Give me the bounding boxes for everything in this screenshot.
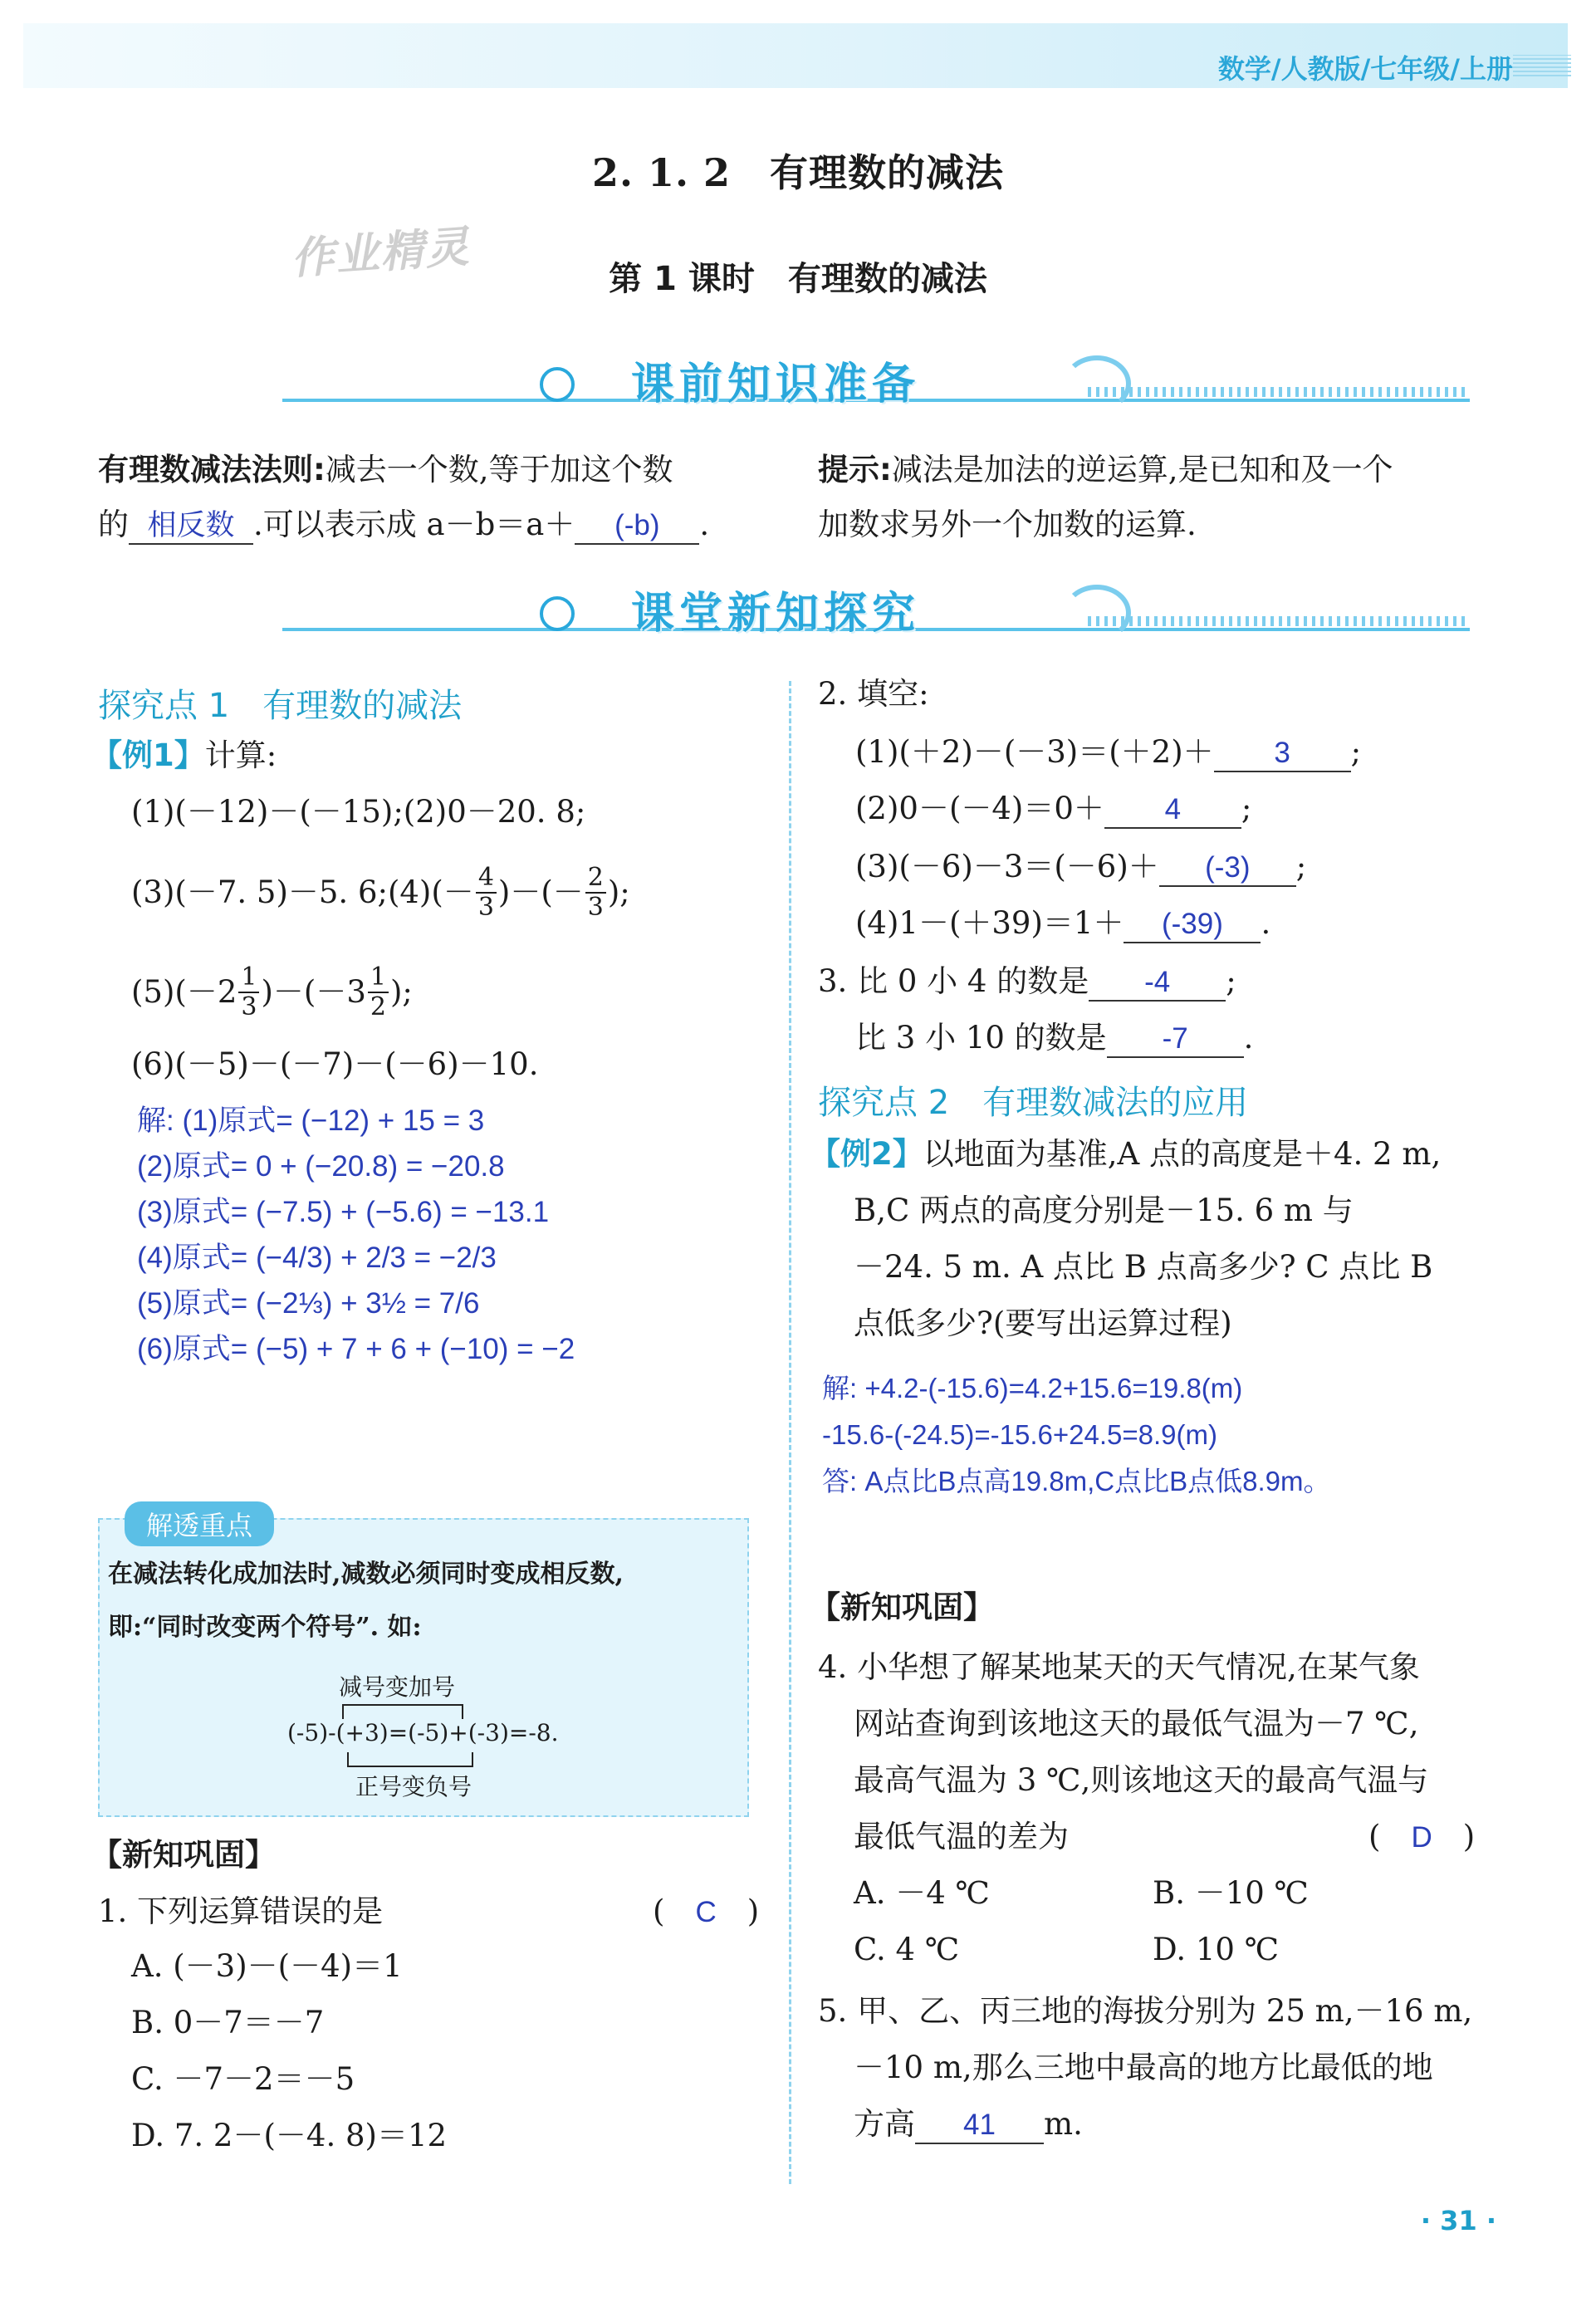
lesson-title: 第 1 课时 有理数的减法 bbox=[609, 260, 987, 298]
ex2-line: 点低多少?(要写出运算过程) bbox=[854, 1305, 1232, 1341]
magnifier-icon bbox=[540, 596, 575, 631]
q1-option: B. 0－7＝－7 bbox=[131, 2005, 325, 2040]
ex1-solution bbox=[137, 1098, 575, 1372]
ex1-question-line-1: (1)(－12)－(－15);(2)0－20. 8; bbox=[131, 794, 586, 830]
pre-knowledge-banner bbox=[100, 342, 1470, 417]
column-divider bbox=[789, 681, 791, 2184]
solution-line: -15.6-(-24.5)=-15.6+24.5=8.9(m) bbox=[822, 1419, 1218, 1450]
key-formula: (-5)-(+3)=(-5)+(-3)=-8. bbox=[287, 1719, 559, 1746]
class-explore-banner bbox=[100, 571, 1470, 646]
answer-blank-1[interactable]: 相反数 bbox=[129, 508, 253, 545]
key-point-tab: 解透重点 bbox=[125, 1501, 274, 1546]
page-number: · 31 · bbox=[1420, 2205, 1496, 2236]
hint-label: 提示: bbox=[818, 452, 892, 487]
solution-line: (5)原式= (−2⅓) + 3½ = 7/6 bbox=[137, 1287, 480, 1320]
q2-answer-blank[interactable]: (-39) bbox=[1124, 907, 1261, 943]
header-stripes bbox=[1513, 55, 1571, 76]
q2-answer-blank[interactable]: (-3) bbox=[1159, 850, 1296, 887]
solution-line: 解: (1)原式= (−12) + 15 = 3 bbox=[137, 1105, 485, 1137]
q2-line: (4)1－(＋39)＝1＋ (-39) . bbox=[855, 905, 1270, 943]
solution-line: (6)原式= (−5) + 7 + 6 + (−10) = −2 bbox=[137, 1333, 575, 1365]
section-title: 2. 1. 2 有理数的减法 bbox=[591, 150, 1005, 195]
solution-line: (2)原式= 0 + (−20.8) = −20.8 bbox=[137, 1150, 505, 1183]
solution-line: (4)原式= (−4/3) + 2/3 = −2/3 bbox=[137, 1242, 497, 1274]
ex2-line-1: 【例2】以地面为基准,A 点的高度是＋4. 2 m, bbox=[810, 1136, 1442, 1172]
q5-answer-blank[interactable]: 41 bbox=[915, 2108, 1044, 2144]
q2-answer-blank[interactable]: 4 bbox=[1104, 792, 1241, 829]
q4-line: 最高气温为 3 ℃,则该地这天的最高气温与 bbox=[854, 1762, 1429, 1798]
magnifier-icon bbox=[540, 367, 575, 402]
q4-option: C. 4 ℃ bbox=[854, 1932, 960, 1967]
q5-line: 5. 甲、乙、丙三地的海拔分别为 25 m,－16 m, bbox=[818, 1993, 1473, 2029]
q2-line: (1)(＋2)－(－3)＝(＋2)＋ 3 ; bbox=[855, 734, 1361, 772]
q1-option: C. －7－2＝－5 bbox=[131, 2061, 355, 2097]
answer-blank-2[interactable]: (-b) bbox=[575, 508, 699, 545]
q1-answer[interactable]: C bbox=[695, 1896, 717, 1928]
q3-line-1: 3. 比 0 小 4 的数是 -4 ; bbox=[818, 963, 1236, 1002]
hint-line-2: 加数求另外一个加数的运算. bbox=[818, 507, 1197, 542]
consolidate-heading-left: 【新知巩固】 bbox=[91, 1837, 276, 1873]
key-top-bracket bbox=[342, 1704, 463, 1719]
q3-answer-blank[interactable]: -7 bbox=[1107, 1021, 1244, 1058]
q4-line: 网站查询到该地这天的最低气温为－7 ℃, bbox=[854, 1706, 1419, 1741]
solution-line: (3)原式= (−7.5) + (−5.6) = −13.1 bbox=[137, 1196, 550, 1228]
q4-option: D. 10 ℃ bbox=[1153, 1932, 1280, 1967]
key-text-1: 在减法转化成加法时,减数必须同时变成相反数, bbox=[108, 1560, 624, 1589]
q4-choice-bracket: ( D ) bbox=[1368, 1819, 1476, 1854]
ex2-solution bbox=[822, 1365, 1330, 1505]
rule-line-2: 的 相反数 .可以表示成 a－b＝a＋ (-b) . bbox=[98, 507, 709, 545]
book-tag: 数学/人教版/七年级/上册 bbox=[1217, 53, 1513, 85]
pre-banner-title: 课前知识准备 bbox=[631, 360, 921, 409]
q3-answer-blank[interactable]: -4 bbox=[1089, 965, 1226, 1002]
q1-option: A. (－3)－(－4)＝1 bbox=[131, 1948, 403, 1984]
ex2-line: －24. 5 m. A 点比 B 点高多少? C 点比 B bbox=[854, 1249, 1433, 1285]
point2-heading: 探究点 2 有理数减法的应用 bbox=[818, 1084, 1249, 1122]
q4-option: A. －4 ℃ bbox=[854, 1875, 990, 1911]
q2-answer-blank[interactable]: 3 bbox=[1214, 736, 1351, 772]
solution-line: 解: +4.2-(-15.6)=4.2+15.6=19.8(m) bbox=[822, 1373, 1243, 1403]
ex1-question-line-4: (6)(－5)－(－7)－(－6)－10. bbox=[131, 1046, 539, 1082]
watermark: 作业精灵 bbox=[289, 221, 472, 285]
key-bottom-note: 正号变负号 bbox=[355, 1773, 472, 1800]
q1-stem: 1. 下列运算错误的是 bbox=[98, 1893, 384, 1929]
hint-line-1: 提示:减法是加法的逆运算,是已知和及一个 bbox=[818, 452, 1393, 487]
key-bottom-bracket bbox=[347, 1752, 473, 1767]
ex1-question-line-2: (3)(－7. 5)－5. 6;(4)(－ $\frac{4}{3}$ )－(－ $\frac{2}{3}$ ); bbox=[131, 863, 630, 922]
q4-answer[interactable]: D bbox=[1411, 1821, 1432, 1854]
key-text-2: 即:“同时改变两个符号”. 如: bbox=[108, 1613, 422, 1642]
consolidate-heading-right: 【新知巩固】 bbox=[810, 1589, 994, 1625]
q2-line: (3)(－6)－3＝(－6)＋ (-3) ; bbox=[855, 849, 1306, 887]
solution-line: 答: A点比B点高19.8m,C点比B点低8.9m。 bbox=[822, 1466, 1331, 1496]
class-banner-title: 课堂新知探究 bbox=[631, 589, 921, 639]
q3-line-2: 比 3 小 10 的数是 -7 . bbox=[855, 1020, 1253, 1058]
q2-title: 2. 填空: bbox=[818, 676, 929, 712]
q4-option: B. －10 ℃ bbox=[1153, 1875, 1309, 1911]
q1-choice-bracket: ( C ) bbox=[653, 1893, 760, 1929]
q5-line: －10 m,那么三地中最高的地方比最低的地 bbox=[854, 2050, 1433, 2085]
q4-line: 4. 小华想了解某地某天的天气情况,在某气象 bbox=[818, 1649, 1420, 1685]
q2-line: (2)0－(－4)＝0＋ 4 ; bbox=[855, 791, 1251, 829]
example1-title: 【例1】计算: bbox=[91, 737, 277, 773]
q4-line: 最低气温的差为 bbox=[854, 1819, 1069, 1854]
q1-option: D. 7. 2－(－4. 8)＝12 bbox=[131, 2118, 448, 2153]
point1-heading: 探究点 1 有理数的减法 bbox=[98, 687, 463, 725]
rule-text: 减去一个数,等于加这个数 bbox=[325, 452, 673, 487]
ex1-question-line-3: (5)(－2 $\frac{1}{3}$ )－(－3 $\frac{1}{2}$ ); bbox=[131, 962, 413, 1021]
key-top-note: 减号变加号 bbox=[339, 1673, 456, 1701]
ex2-line: B,C 两点的高度分别是－15. 6 m 与 bbox=[854, 1193, 1354, 1228]
rule-line-1 bbox=[98, 452, 673, 488]
rule-label: 有理数减法法则: bbox=[98, 452, 326, 487]
q5-line-3: 方高 41 m. bbox=[854, 2106, 1083, 2144]
